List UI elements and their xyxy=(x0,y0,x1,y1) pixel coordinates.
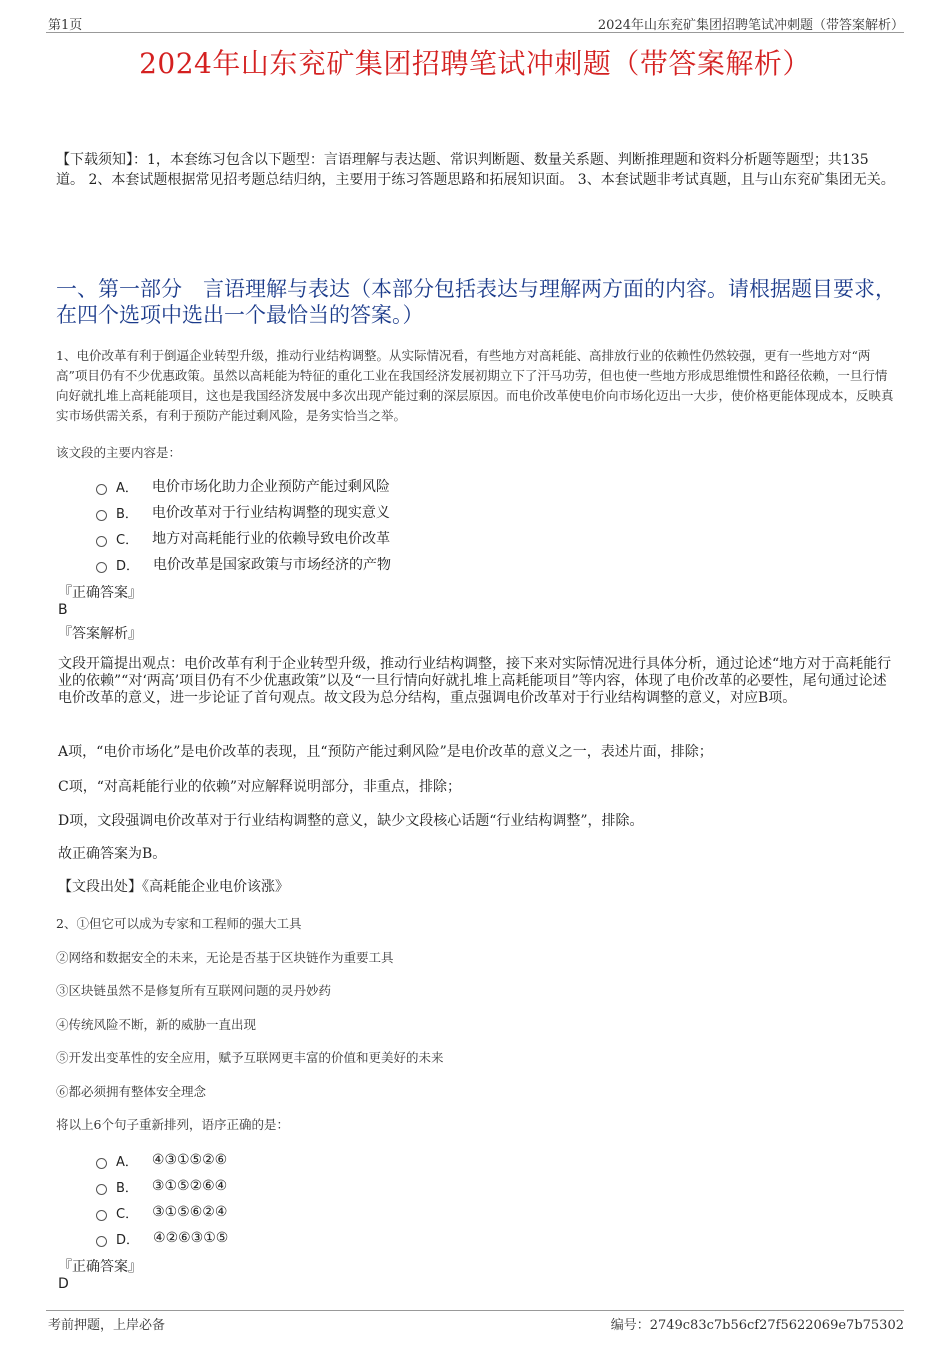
download-notice: 【下载须知】：1，本套练习包含以下题型：言语理解与表达题、常识判断题、数量关系题、判断推理题和资料分析题等题型；共135道。 2、本套试题根据常见招考题总结归纳，主要用于练习答题思路和拓展知识面。 3、本套试题非考试真题，且与山东兖矿集团无关。 xyxy=(56,152,895,188)
question-2-sentence-4: ④传统风险不断，新的威胁一直出现 xyxy=(56,1017,257,1032)
question-1-prompt: 该文段的主要内容是： xyxy=(56,445,182,460)
question-1-source: 【文段出处】《高耗能企业电价该涨》 xyxy=(58,879,289,895)
question-2-sentence-2: ②网络和数据安全的未来，无论是否基于区块链作为重要工具 xyxy=(56,950,394,965)
question-2-answer: D xyxy=(58,1276,69,1292)
footer-slogan: 考前押题，上岸必备 xyxy=(48,1318,166,1333)
question-1-answer: B xyxy=(58,602,68,618)
radio-icon[interactable] xyxy=(96,1158,107,1169)
question-1-text: 1、电价改革有利于倒逼企业转型升级，推动行业结构调整。从实际情况看，有些地方对高耗能、高排放行业的依赖性仍然较强，更有一些地方对“两高”项目仍有不少优惠政策。虽然以高耗能为特征的重化工业在我国经济发展初期立下了汗马功劳，但也使一些地方形成思维惯性和路径依赖，一旦行情向好就扎堆上高耗能项目，这也是我国经济发展中多次出现产能过剩的深层原因。而电价改革使电价向市场化迈出一大步，使价格更能体现成本，反映真实市场供需关系，有利于预防产能过剩风险，是务实恰当之举。 xyxy=(56,348,894,423)
radio-icon[interactable] xyxy=(96,1210,107,1221)
question-2-prompt: 将以上6个句子重新排列，语序正确的是： xyxy=(56,1117,289,1132)
radio-icon[interactable] xyxy=(96,536,107,547)
question-1-option-a[interactable]: A． 电价市场化助力企业预防产能过剩风险 xyxy=(96,473,391,499)
page-number: 第1页 xyxy=(48,18,83,33)
question-2-answer-label: 『正确答案』 xyxy=(58,1259,142,1275)
question-1-option-c[interactable]: C． 地方对高耗能行业的依赖导致电价改革 xyxy=(96,525,391,551)
question-1-answer-label: 『正确答案』 xyxy=(58,585,142,601)
question-2-options xyxy=(96,1147,228,1251)
question-2-sentence-1: 2、①但它可以成为专家和工程师的强大工具 xyxy=(56,916,302,931)
header-doc-title: 2024年山东兖矿集团招聘笔试冲刺题（带答案解析） xyxy=(597,18,904,33)
section-heading: 一、第一部分 言语理解与表达（本部分包括表达与理解两方面的内容。请根据题目要求，在四个选项中选出一个最恰当的答案。） xyxy=(56,277,896,327)
question-2-option-b[interactable]: B． ③①⑤②⑥④ xyxy=(96,1173,228,1199)
question-1-options xyxy=(96,473,391,577)
question-2-sentence-5: ⑤开发出变革性的安全应用，赋予互联网更丰富的价值和更美好的未来 xyxy=(56,1050,444,1065)
radio-icon[interactable] xyxy=(96,484,107,495)
question-2-option-a[interactable]: A． ④③①⑤②⑥ xyxy=(96,1147,228,1173)
question-2-sentence-3: ③区块链虽然不是修复所有互联网问题的灵丹妙药 xyxy=(56,983,332,998)
radio-icon[interactable] xyxy=(96,1236,107,1247)
question-1-analysis-label: 『答案解析』 xyxy=(58,626,142,642)
footer-divider xyxy=(46,1310,904,1311)
header-divider xyxy=(46,32,904,33)
question-1-conclusion: 故正确答案为B。 xyxy=(58,846,167,862)
question-2-option-c[interactable]: C． ③①⑤⑥②④ xyxy=(96,1199,228,1225)
question-2-sentence-6: ⑥都必须拥有整体安全理念 xyxy=(56,1084,207,1099)
radio-icon[interactable] xyxy=(96,1184,107,1195)
page-title: 2024年山东兖矿集团招聘笔试冲刺题（带答案解析） xyxy=(139,47,811,80)
question-1-option-b[interactable]: B． 电价改革对于行业结构调整的现实意义 xyxy=(96,499,391,525)
question-1-option-d[interactable]: D． 电价改革是国家政策与市场经济的产物 xyxy=(96,551,391,577)
question-1-analysis-c: C项，“对高耗能行业的依赖”对应解释说明部分，非重点，排除； xyxy=(58,779,462,795)
question-1-analysis-a: A项，“电价市场化”是电价改革的表现，且“预防产能过剩风险”是电价改革的意义之一，表述片面，排除； xyxy=(58,744,713,760)
radio-icon[interactable] xyxy=(96,562,107,573)
question-1-analysis-main: 文段开篇提出观点：电价改革有利于企业转型升级，推动行业结构调整，接下来对实际情况进行具体分析，通过论述“地方对于高耗能行业的依赖”“对‘两高’项目仍有不少优惠政策”以及“一旦行情向好就扎堆上高耗能项目”等内容，体现了电价改革的必要性，尾句通过论述电价改革的意义，进一步论证了首句观点。故文段为总分结构，重点强调电价改革对于行业结构调整的意义，对应B项。 xyxy=(58,656,892,706)
question-1-analysis-d: D项，文段强调电价改革对于行业结构调整的意义，缺少文段核心话题“行业结构调整”，排除。 xyxy=(58,813,644,829)
document-code: 编号：2749c83c7b56cf27f5622069e7b75302 xyxy=(610,1318,904,1333)
question-2-option-d[interactable]: D． ④②⑥③①⑤ xyxy=(96,1225,228,1251)
radio-icon[interactable] xyxy=(96,510,107,521)
